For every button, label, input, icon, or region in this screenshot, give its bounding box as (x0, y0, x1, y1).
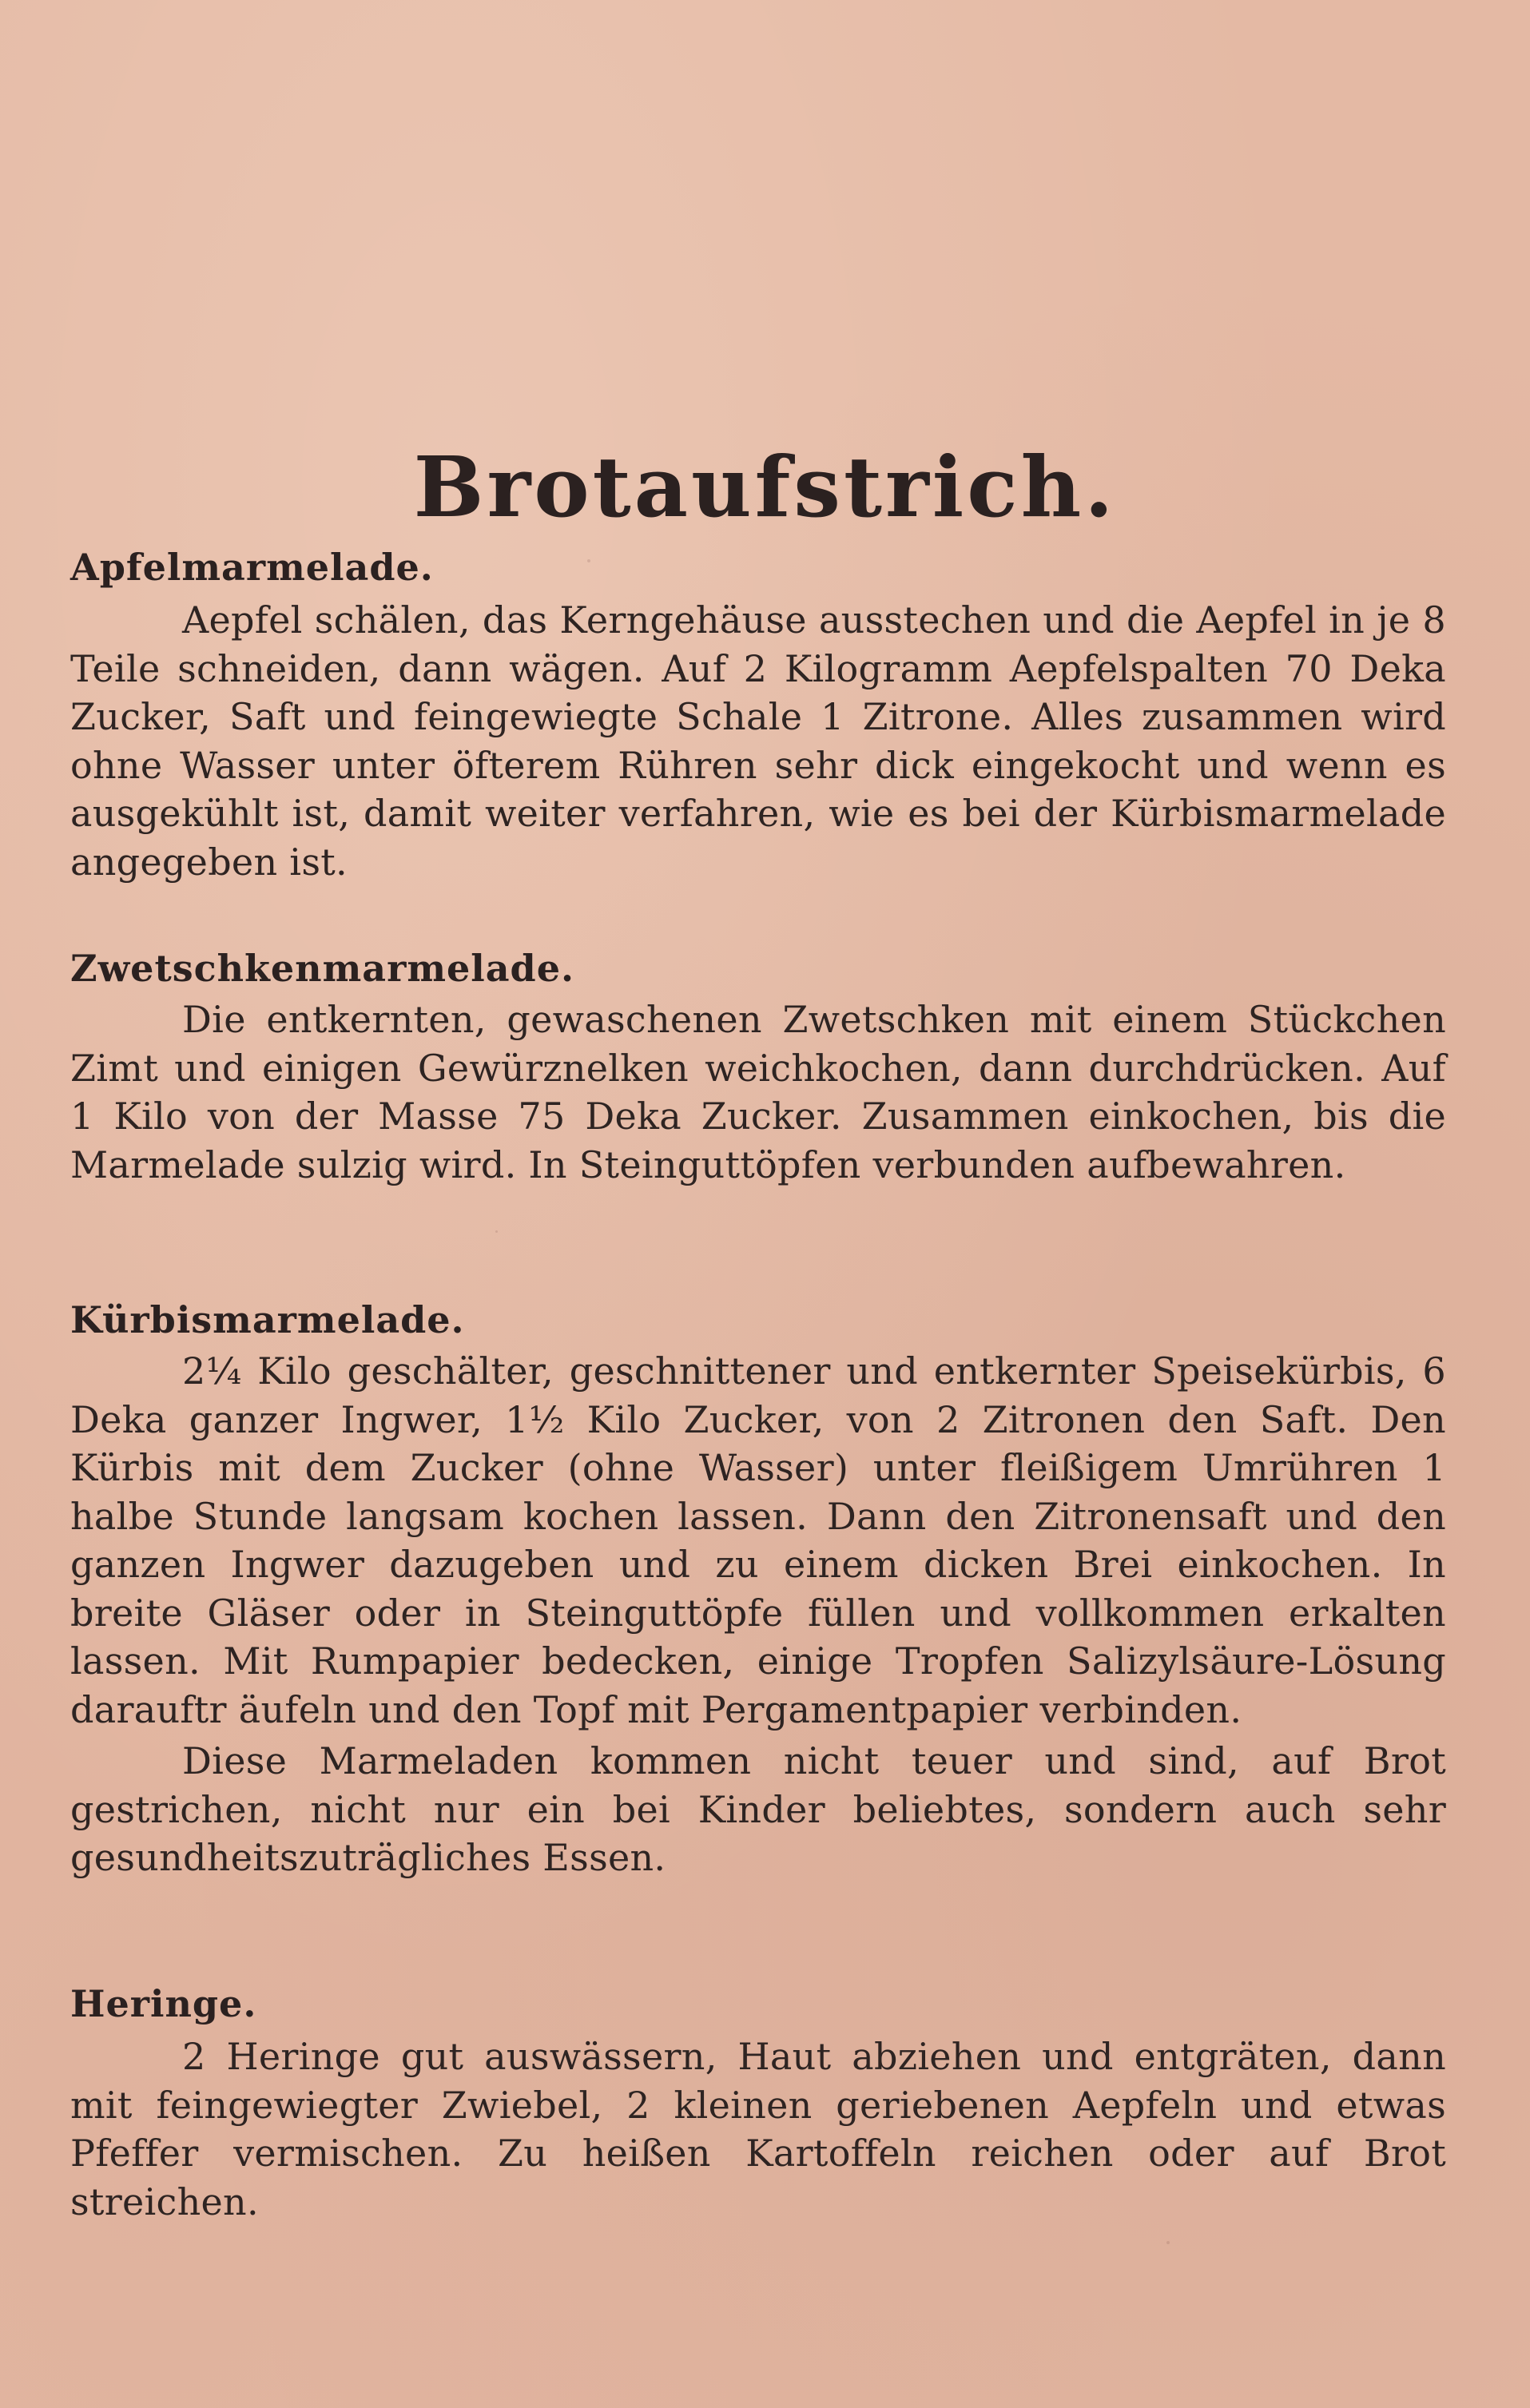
paper-speck (1166, 2241, 1170, 2244)
recipe-heading: Apfelmarmelade. (70, 546, 434, 589)
paper-speck (495, 1230, 498, 1233)
recipe-text: 2 Heringe gut auswässern, Haut abziehen und entgräten, dann mit feingewiegter Zwiebel, 2 kleinen geriebenen Aepfeln und etwas Pfeffer vermischen. Zu heißen Kartoffeln reichen oder auf Brot streichen. (70, 2035, 1446, 2223)
recipe-text: Aepfel schälen, das Kerngehäuse ausstechen und die Aepfel in je 8 Teile schneiden, dann wägen. Auf 2 Kilogramm Aepfelspalten 70 Deka Zucker, Saft und feingewiegte Schale 1 Zitrone. Alles zusammen wird ohne Wasser unter öfterem Rühren sehr dick eingekocht und wenn es ausgekühlt ist, damit weiter verfahren, wie es bei der Kürbismarmelade angegeben ist. (70, 598, 1446, 884)
page-title: Brotaufstrich. (413, 437, 1117, 536)
recipe-zwetschkenmarmelade (70, 944, 1446, 1189)
recipe-apfelmarmelade (70, 543, 1446, 886)
recipe-heading: Zwetschkenmarmelade. (70, 947, 575, 990)
recipe-kuerbismarmelade (70, 1296, 1446, 1882)
recipe-heringe (70, 1980, 1446, 2226)
recipe-heading: Kürbismarmelade. (70, 1298, 465, 1341)
recipe-text: Die entkernten, gewaschenen Zwetschken mit einem Stückchen Zimt und einigen Gewürznelken weichkochen, dann durchdrücken. Auf 1 Kilo von der Masse 75 Deka Zucker. Zusammen einkochen, bis die Marmelade sulzig wird. In Steinguttöpfen verbunden aufbewahren. (70, 998, 1446, 1186)
recipe-heading: Heringe. (70, 1982, 257, 2025)
recipe-note: Diese Marmeladen kommen nicht teuer und sind, auf Brot gestrichen, nicht nur ein bei Kinder beliebtes, sondern auch sehr gesundheitszuträgliches Essen. (70, 1739, 1446, 1879)
recipe-text: 2¼ Kilo geschälter, geschnittener und entkernter Speisekürbis, 6 Deka ganzer Ingwer, 1½ Kilo Zucker, von 2 Zitronen den Saft. Den Kürbis mit dem Zucker (ohne Wasser) unter fleißigem Umrühren 1 halbe Stunde langsam kochen lassen. Dann den Zitronensaft und den ganzen Ingwer dazugeben und zu einem dicken Brei einkochen. In breite Gläser oder in Steinguttöpfe füllen und vollkommen erkalten lassen. Mit Rumpapier bedecken, einige Tropfen Salizylsäure-Lösung darauftr äufeln und den Topf mit Pergamentpapier verbinden. (70, 1349, 1446, 1731)
